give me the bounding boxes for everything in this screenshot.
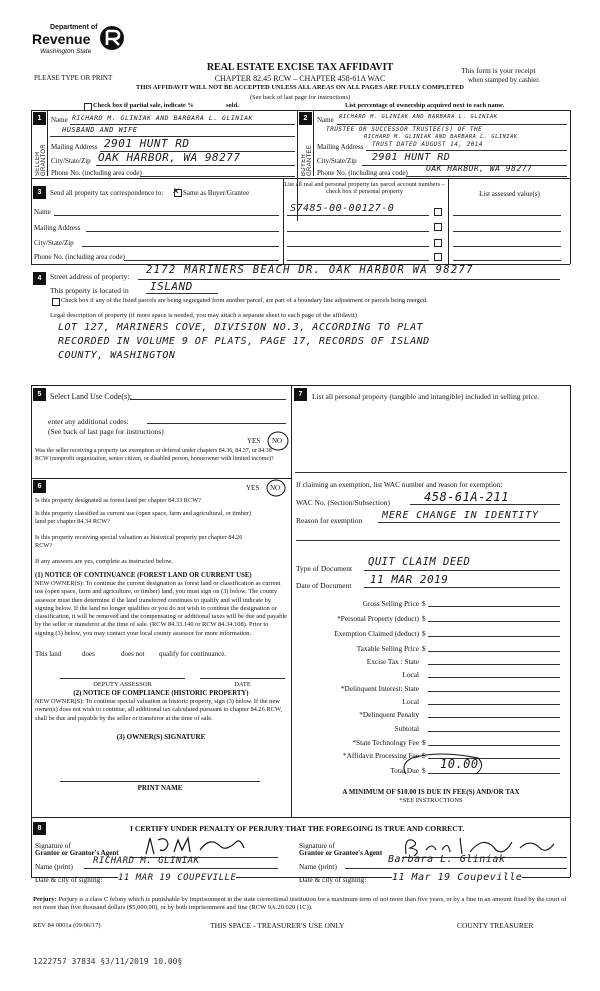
section6-no-circle bbox=[265, 478, 287, 498]
correspondence-phone-label: Phone No. (including area code) bbox=[34, 253, 125, 261]
send-correspondence-label: Send all property tax correspondence to: bbox=[50, 189, 164, 197]
legal-description-label: Legal description of property (if more space is needed, you may attach a separate sheet to each page of the affidavit) bbox=[50, 312, 357, 319]
legal-line-2: RECORDED IN VOLUME 9 OF PLATS, PAGE 17, RECORDS OF ISLAND bbox=[58, 336, 430, 347]
same-as-buyer-label: Same as Buyer/Grantee bbox=[183, 189, 250, 197]
if-yes-note: If any answers are yes, complete as instructed below. bbox=[35, 558, 173, 565]
doc-date-label: Date of Document bbox=[296, 581, 352, 590]
fee-label: Subtotal bbox=[394, 724, 419, 733]
dor-line1: Department of bbox=[50, 24, 98, 31]
county-treasurer: COUNTY TREASURER bbox=[457, 921, 534, 930]
seller-name-value-2: HUSBAND AND WIFE bbox=[62, 126, 138, 134]
seller-city-value: OAK HARBOR, WA 98277 bbox=[98, 151, 241, 164]
cashier-stamp: 1222757 37834 §3/11/2019 10.00§ bbox=[33, 957, 183, 966]
parcel-1-personal-checkbox[interactable] bbox=[434, 208, 442, 216]
dor-logo-mark bbox=[98, 24, 126, 52]
section-1-number: 1 bbox=[33, 112, 46, 125]
seller-grantor-side-label: SELLER GRANTOR bbox=[35, 144, 47, 176]
land-use-label: Select Land Use Code(s): bbox=[50, 392, 132, 401]
correspondence-city-label: City/State/Zip bbox=[34, 239, 74, 247]
currency-sign: $ bbox=[422, 766, 426, 775]
see-back-note: (See back of last page for instructions) bbox=[249, 94, 351, 101]
dor-logo bbox=[32, 22, 127, 66]
correspondence-name-label: Name bbox=[34, 208, 51, 216]
fee-label: *Personal Property (deduct) bbox=[337, 614, 419, 623]
current-use-question: Is this property classified as current use (open space, farm and agricultural, or timber) land per chapter 84.34 RCW? bbox=[35, 510, 251, 525]
grantee-name-value: Barbara L. Gliniak bbox=[388, 854, 506, 865]
buyer-name-label: Name bbox=[317, 116, 334, 124]
grantor-signature bbox=[140, 834, 280, 858]
notice-continuance-body: NEW OWNER(S): To continue the current designation as forest land or classification as current use (open space, farm and agriculture, or timber) land, you must sign on (3) below. The county assessor must then determine if the land transferred continues to qualify and will indicate by signing below. If the land no longer qualifies or you do not wish to continue the designation or classification, it will be removed and the compensating or additional taxes will be due and payable by the seller or transferor at the time of sale. (RCW 84.33.140 or RCW 84.34.108). Prior to signing (3) below, you may contact your local county assessor for more information. bbox=[35, 580, 287, 637]
perjury-notice bbox=[33, 896, 567, 912]
grantee-sig-label-1: Signature of bbox=[299, 841, 335, 850]
fee-label: *Delinquent Penalty bbox=[359, 710, 419, 719]
section-4-number: 4 bbox=[33, 272, 46, 285]
parcel-2-personal-checkbox[interactable] bbox=[434, 223, 442, 231]
segregated-label: Check box if any of the listed parcels are being segregated from another parcel, are part of a boundary line adjustment or parcels being merged. bbox=[61, 297, 428, 304]
seller-city-label: City/State/Zip bbox=[51, 157, 91, 165]
dor-line2: Revenue bbox=[32, 31, 91, 47]
street-address-label: Street address of property: bbox=[50, 272, 130, 281]
perjury-title: Perjury: bbox=[33, 896, 57, 903]
ownership-pct-note: List percentage of ownership acquired next to each name. bbox=[345, 102, 505, 109]
assessed-header: List assessed value(s) bbox=[479, 190, 540, 198]
wac-label: WAC No. (Section/Subsection) bbox=[296, 498, 390, 507]
qualify-label: qualify for continuance. bbox=[159, 650, 227, 658]
total-due-value: 10.00 bbox=[440, 757, 479, 771]
this-land-label: This land bbox=[35, 650, 62, 658]
grantee-name-label: Name (print) bbox=[299, 862, 337, 871]
form-title: REAL ESTATE EXCISE TAX AFFIDAVIT bbox=[206, 62, 394, 73]
buyer-city-value: 2901 HUNT RD bbox=[372, 152, 451, 163]
grantor-sig-label-1: Signature of bbox=[35, 841, 71, 850]
located-in-value: ISLAND bbox=[150, 280, 193, 293]
form-chapters: CHAPTER 82.45 RCW – CHAPTER 458-61A WAC bbox=[214, 74, 386, 83]
grantor-name-value: RICHARD M. GLINIAK bbox=[93, 856, 200, 866]
grantee-date-label: Date & city of signing: bbox=[299, 875, 367, 884]
section-8-number: 8 bbox=[33, 822, 46, 835]
section-2-number: 2 bbox=[299, 112, 312, 125]
segregated-checkbox[interactable] bbox=[52, 298, 60, 306]
section6-no[interactable]: NO bbox=[270, 484, 281, 492]
seller-phone-label: Phone No. (including area code) bbox=[51, 169, 142, 177]
partial-sale-label: Check box if partial sale, indicate % bbox=[93, 102, 194, 109]
currency-sign: $ bbox=[422, 644, 426, 653]
seller-name-value: RICHARD M. GLINIAK AND BARBARA L. GLINIAK bbox=[72, 114, 253, 122]
legal-line-3: COUNTY, WASHINGTON bbox=[58, 350, 176, 361]
doc-type-value: QUIT CLAIM DEED bbox=[368, 556, 471, 568]
reason-exemption-value: MERE CHANGE IN IDENTITY bbox=[382, 510, 539, 521]
certify-statement: I CERTIFY UNDER PENALTY OF PERJURY THAT THE FOREGOING IS TRUE AND CORRECT. bbox=[130, 824, 465, 833]
dor-line3: Washington State bbox=[40, 48, 92, 55]
grantor-name-label: Name (print) bbox=[35, 862, 73, 871]
section5-see-back: (See back of last page for instructions) bbox=[48, 427, 164, 436]
parcel-3-personal-checkbox[interactable] bbox=[434, 239, 442, 247]
total-due-circle bbox=[398, 752, 488, 778]
seller-name-label: Name bbox=[51, 116, 68, 124]
buyer-grantee-side-label: BUYER GRANTEE bbox=[301, 144, 313, 176]
deputy-assessor-label: DEPUTY ASSESSOR bbox=[93, 681, 152, 688]
receipt-note-2: when stamped by cashier. bbox=[468, 76, 540, 84]
parcel-header: List all real and personal property tax parcel account numbers – check box if personal property bbox=[284, 181, 445, 195]
fee-label: Total Due bbox=[390, 766, 419, 775]
fee-label: Local bbox=[402, 697, 419, 706]
does-not-label[interactable]: does not bbox=[121, 650, 145, 658]
reason-exemption-label: Reason for exemption bbox=[296, 516, 363, 525]
exemption-claim-label: If claiming an exemption, list WAC number and reason for exemption: bbox=[296, 480, 503, 489]
fee-label: Taxable Selling Price bbox=[356, 644, 419, 653]
section5-yes[interactable]: YES bbox=[247, 437, 261, 445]
minimum-note: A MINIMUM OF $10.00 IS DUE IN FEE(S) AND/OR TAX bbox=[342, 788, 520, 796]
fee-label: *Delinquent Interest: State bbox=[340, 684, 419, 693]
buyer-name-value-2: TRUSTEE OR SUCCESSOR TRUSTEE(S) OF THE bbox=[326, 126, 483, 133]
located-in-label: This property is located in bbox=[50, 286, 129, 295]
grantor-date-label: Date & city of signing: bbox=[35, 875, 103, 884]
historical-question: Is this property receiving special valuation as historical property per chapter 84.26 RCW? bbox=[35, 534, 243, 549]
assessor-date-label: DATE bbox=[234, 681, 251, 688]
parcel-4-personal-checkbox[interactable] bbox=[434, 253, 442, 261]
section-7-number: 7 bbox=[294, 388, 307, 401]
buyer-name-value-3: RICHARD M. GLINIAK AND BARBARA L. GLINIAK bbox=[364, 134, 518, 140]
fee-label: Local bbox=[402, 670, 419, 679]
section-6-number: 6 bbox=[33, 480, 46, 493]
grantor-sig-label-2: Grantor or Grantor's Agent bbox=[35, 849, 119, 857]
grantor-date-value: 11 MAR 19 COUPEVILLE bbox=[118, 873, 237, 883]
owner-signature-label: (3) OWNER(S) SIGNATURE bbox=[116, 733, 206, 741]
buyer-city-value-2: OAK HARBOR, WA 98277 bbox=[426, 164, 533, 173]
buyer-name-value: RICHARD M. GLINIAK AND BARBARA L. GLINIAK bbox=[339, 114, 498, 120]
notice-compliance-body: NEW OWNER(S): To continue special valuation as historic property, sign (3) below. If the new owner(s) does not wish to continue, all additional tax calculated pursuant to chapter 84.26 RCW, shall be due and payable by the seller or transferor at the time of sale. bbox=[35, 698, 282, 722]
rev-number: REV 84 0001a (09/06/17) bbox=[33, 922, 101, 929]
additional-codes-label: enter any additional codes: bbox=[48, 417, 129, 426]
does-label[interactable]: does bbox=[82, 650, 95, 658]
currency-sign: $ bbox=[422, 599, 426, 608]
see-instructions: *SEE INSTRUCTIONS bbox=[399, 797, 463, 804]
notice-compliance-title: (2) NOTICE OF COMPLIANCE (HISTORIC PROPERTY) bbox=[73, 690, 249, 697]
fee-label: *State Technology Fee bbox=[352, 738, 419, 747]
print-note: PLEASE TYPE OR PRINT bbox=[34, 74, 113, 82]
currency-sign: $ bbox=[422, 629, 426, 638]
fee-label: *Affidavit Processing Fee bbox=[342, 751, 419, 760]
buyer-mailing-value: TRUST DATED AUGUST 14, 2014 bbox=[372, 141, 484, 148]
wac-value: 458-61A-211 bbox=[424, 490, 509, 504]
doc-type-label: Type of Document bbox=[296, 564, 353, 573]
street-address-value: 2172 MARINERS BEACH DR. OAK HARBOR WA 98277 bbox=[146, 264, 474, 276]
parcel-number-value: S7485-00-00127-0 bbox=[290, 203, 395, 214]
grantee-sig-label-2: Grantor or Grantee's Agent bbox=[299, 849, 383, 857]
notice-continuance-title: (1) NOTICE OF CONTINUANCE (FOREST LAND OR CURRENT USE) bbox=[35, 572, 252, 579]
buyer-mailing-label: Mailing Address bbox=[317, 143, 364, 151]
seller-mailing-value: 2901 HUNT RD bbox=[104, 137, 190, 150]
print-name-label: PRINT NAME bbox=[137, 784, 183, 792]
seller-mailing-label: Mailing Address bbox=[51, 143, 98, 151]
buyer-city-label: City/State/Zip bbox=[317, 157, 357, 165]
partial-sale-sold: sold. bbox=[226, 102, 239, 109]
correspondence-mailing-label: Mailing Address bbox=[34, 224, 81, 232]
fee-label: Exemption Claimed (deduct) bbox=[334, 629, 419, 638]
section6-yes[interactable]: YES bbox=[246, 484, 260, 492]
fee-label: Excise Tax : State bbox=[366, 657, 419, 666]
forest-land-question: Is this property designated as forest land per chapter 84.33 RCW? bbox=[35, 497, 201, 504]
legal-line-1: LOT 127, MARINERS COVE, DIVISION NO.3, ACCORDING TO PLAT bbox=[58, 322, 424, 333]
doc-date-value: 11 MAR 2019 bbox=[370, 573, 449, 586]
section-5-number: 5 bbox=[33, 388, 46, 401]
buyer-phone-label: Phone No. (including area code) bbox=[317, 169, 408, 177]
personal-property-label: List all personal property (tangible and intangible) included in selling price. bbox=[312, 392, 540, 401]
currency-sign: $ bbox=[422, 614, 426, 623]
receipt-note-1: This form is your receipt bbox=[461, 66, 536, 75]
currency-sign: $ bbox=[422, 751, 426, 760]
fee-label: Gross Selling Price bbox=[362, 599, 419, 608]
exempt-question: Was the seller receiving a property tax exemption or deferral under chapters 84.36, 84.37, or 84.38 RCW (nonprofit organization, senior citizen, or disabled person, homeowner with limited income)? bbox=[35, 448, 274, 462]
section-3-number: 3 bbox=[33, 186, 46, 199]
same-as-buyer-check-mark: ✕ bbox=[172, 184, 180, 197]
section5-no[interactable]: NO bbox=[272, 437, 283, 445]
perjury-text: Perjury is a class C felony which is punishable by imprisonment in the state correctional institution for a maximum term of not more than five years, or by a fine in an amount fixed by the court of not more than five thousand dollars ($5,000.00), or by both imprisonment and fine (RCW 9A.20.020 (1C)). bbox=[33, 896, 567, 911]
treasurer-use-only: THIS SPACE - TREASURER'S USE ONLY bbox=[210, 921, 345, 930]
grantee-date-value: 11 Mar 19 Coupeville bbox=[392, 872, 523, 883]
currency-sign: $ bbox=[422, 738, 426, 747]
form-warning: THIS AFFIDAVIT WILL NOT BE ACCEPTED UNLESS ALL AREAS ON ALL PAGES ARE FULLY COMPLETED bbox=[136, 84, 464, 91]
